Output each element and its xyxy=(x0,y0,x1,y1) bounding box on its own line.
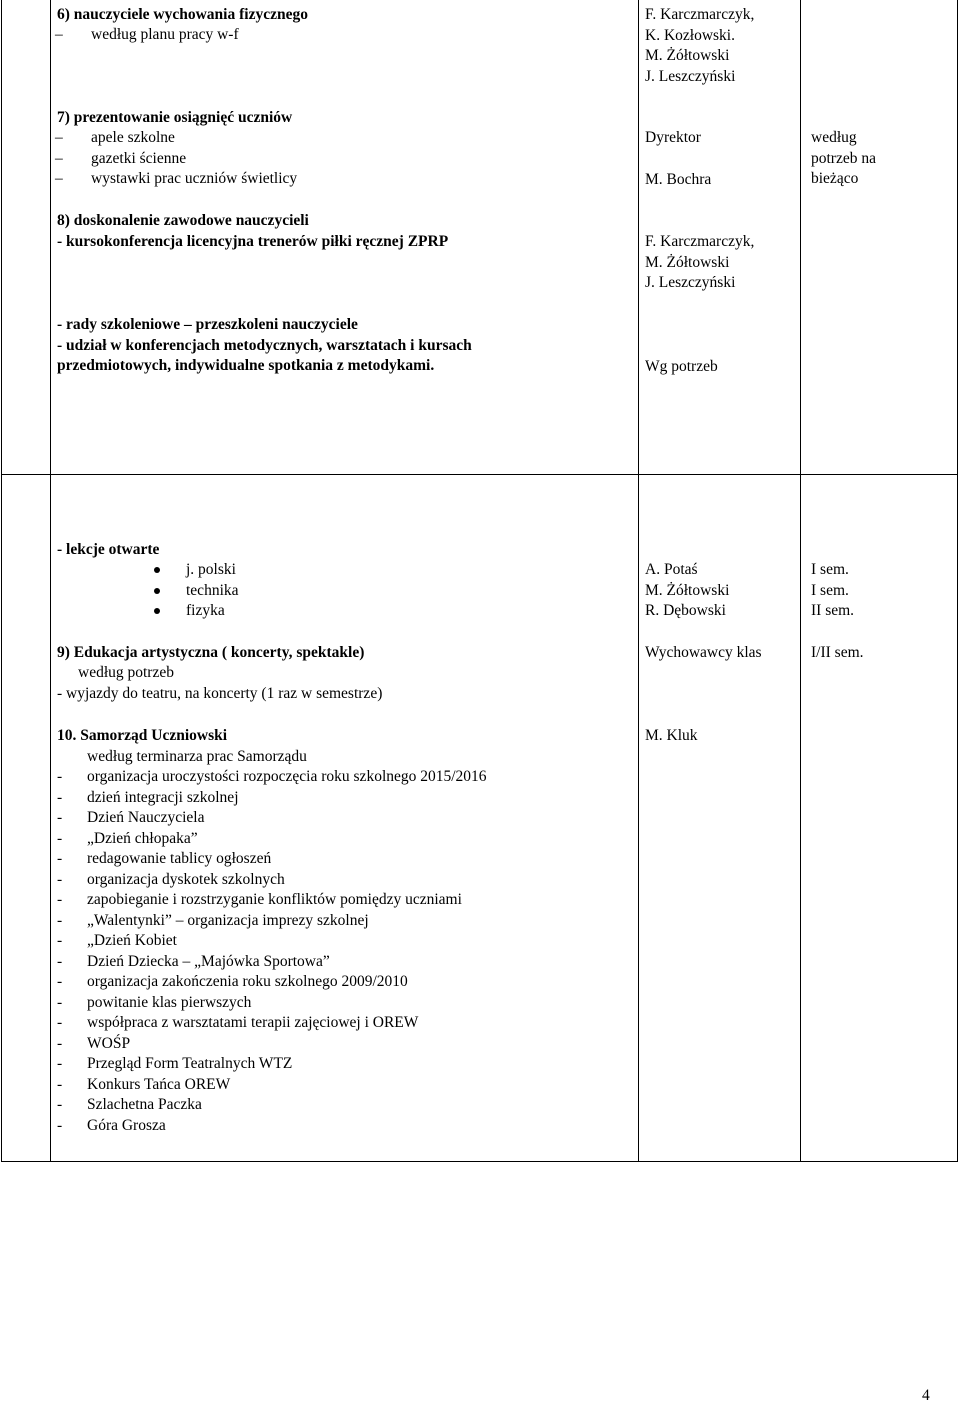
table-border-right xyxy=(957,0,958,1162)
text-line: - rady szkoleniowe – przeszkoleni nauczyciele xyxy=(57,316,358,333)
section-10-subtitle: według terminarza prac Samorządu xyxy=(87,748,307,765)
section-9-person: Wychowawcy klas xyxy=(645,644,762,661)
term-line: bieżąco xyxy=(811,170,859,187)
person-name: J. Leszczyński xyxy=(645,274,736,291)
section-6-title: 6) nauczyciele wychowania fizycznego xyxy=(57,6,308,23)
section-7-title: 7) prezentowanie osiągnięć uczniów xyxy=(57,109,293,126)
term-line: II sem. xyxy=(811,602,855,619)
list-item: - Dzień Dziecka – „Majówka Sportowa” xyxy=(57,952,487,973)
term-line: I sem. xyxy=(811,581,849,599)
list-item: - Przegląd Form Teatralnych WTZ xyxy=(57,1054,487,1075)
lessons-title: - lekcje otwarte xyxy=(57,541,160,558)
list-item: - „Walentynki” – organizacja imprezy szkolnej xyxy=(57,911,487,932)
section-7-item: – apele szkolne xyxy=(91,128,297,149)
text-line: - udział w konferencjach metodycznych, warsztatach i kursach xyxy=(57,336,472,354)
list-item: - zapobieganie i rozstrzyganie konfliktów pomiędzy uczniami xyxy=(57,890,487,911)
table-row-divider xyxy=(1,474,958,475)
section-9-line3: - wyjazdy do teatru, na koncerty (1 raz w semestrze) xyxy=(57,685,383,702)
lessons-items xyxy=(186,560,239,622)
list-item: - redagowanie tablicy ogłoszeń xyxy=(57,849,487,870)
person-name: F. Karczmarczyk, xyxy=(645,6,755,23)
section-10-person: M. Kluk xyxy=(645,727,698,744)
list-item: - organizacja dyskotek szkolnych xyxy=(57,870,487,891)
section-7-item: – wystawki prac uczniów świetlicy xyxy=(91,169,297,190)
list-item: - Konkurs Tańca OREW xyxy=(57,1075,487,1096)
section-7-items xyxy=(91,128,297,190)
section-7-term xyxy=(811,128,876,190)
lesson-item: fizyka xyxy=(186,601,239,622)
section-8-title: 8) doskonalenie zawodowe nauczycieli xyxy=(57,212,309,229)
list-item: - współpraca z warsztatami terapii zajęciowej i OREW xyxy=(57,1013,487,1034)
table-divider-col2 xyxy=(638,0,639,1162)
section-6-item xyxy=(91,25,239,46)
list-item: - „Dzień chłopaka” xyxy=(57,829,487,850)
section-10-title: 10. Samorząd Uczniowski xyxy=(57,727,228,744)
page-number: 4 xyxy=(922,1387,930,1404)
term-line: potrzeb na xyxy=(811,149,876,167)
section-9-title: 9) Edukacja artystyczna ( koncerty, spektakle) xyxy=(57,644,365,661)
section-8-item1: - kursokonferencja licencyjna trenerów piłki ręcznej ZPRP xyxy=(57,233,449,250)
section-8-item2-person: Wg potrzeb xyxy=(645,358,718,375)
section-6-persons xyxy=(645,5,754,87)
list-item: - Szlachetna Paczka xyxy=(57,1095,487,1116)
person-name: R. Dębowski xyxy=(645,602,726,619)
section-7-person: M. Bochra xyxy=(645,171,712,188)
lesson-item: technika xyxy=(186,581,239,602)
table-border-bottom xyxy=(1,1161,958,1162)
lesson-item: j. polski xyxy=(186,560,239,581)
term-line: I sem. xyxy=(811,561,849,578)
list-item: - WOŚP xyxy=(57,1034,487,1055)
list-item: - „Dzień Kobiet xyxy=(57,931,487,952)
list-item: - organizacja uroczystości rozpoczęcia roku szkolnego 2015/2016 xyxy=(57,767,487,788)
list-item: - Dzień Nauczyciela xyxy=(57,808,487,829)
person-name: J. Leszczyński xyxy=(645,67,736,85)
person-name: F. Karczmarczyk, xyxy=(645,233,755,250)
list-item: - dzień integracji szkolnej xyxy=(57,788,487,809)
section-10-items xyxy=(57,767,487,1136)
list-item: - organizacja zakończenia roku szkolnego 2009/2010 xyxy=(57,972,487,993)
person-name: M. Żółtowski xyxy=(645,581,730,599)
section-7-item: – gazetki ścienne xyxy=(91,149,297,170)
table-divider-col3 xyxy=(800,0,801,1162)
person-name: M. Żółtowski xyxy=(645,253,730,271)
section-9-term: I/II sem. xyxy=(811,644,864,661)
lessons-persons xyxy=(645,560,729,622)
term-line: według xyxy=(811,129,857,146)
section-9-line2: według potrzeb xyxy=(78,664,174,681)
person-name: K. Kozłowski. xyxy=(645,26,735,44)
person-name: M. Żółtowski xyxy=(645,47,730,64)
list-item: - Góra Grosza xyxy=(57,1116,487,1137)
text-line: przedmiotowych, indywidualne spotkania z metodykami. xyxy=(57,357,435,374)
section-8-item2 xyxy=(57,315,472,377)
section-6-item-text: – według planu pracy w-f xyxy=(91,25,239,46)
table-border-left xyxy=(1,0,2,1162)
section-7-role: Dyrektor xyxy=(645,129,701,146)
section-8-persons xyxy=(645,232,754,294)
list-item: - powitanie klas pierwszych xyxy=(57,993,487,1014)
person-name: A. Potaś xyxy=(645,561,698,578)
lessons-terms xyxy=(811,560,854,622)
table-divider-col1 xyxy=(50,0,51,1162)
